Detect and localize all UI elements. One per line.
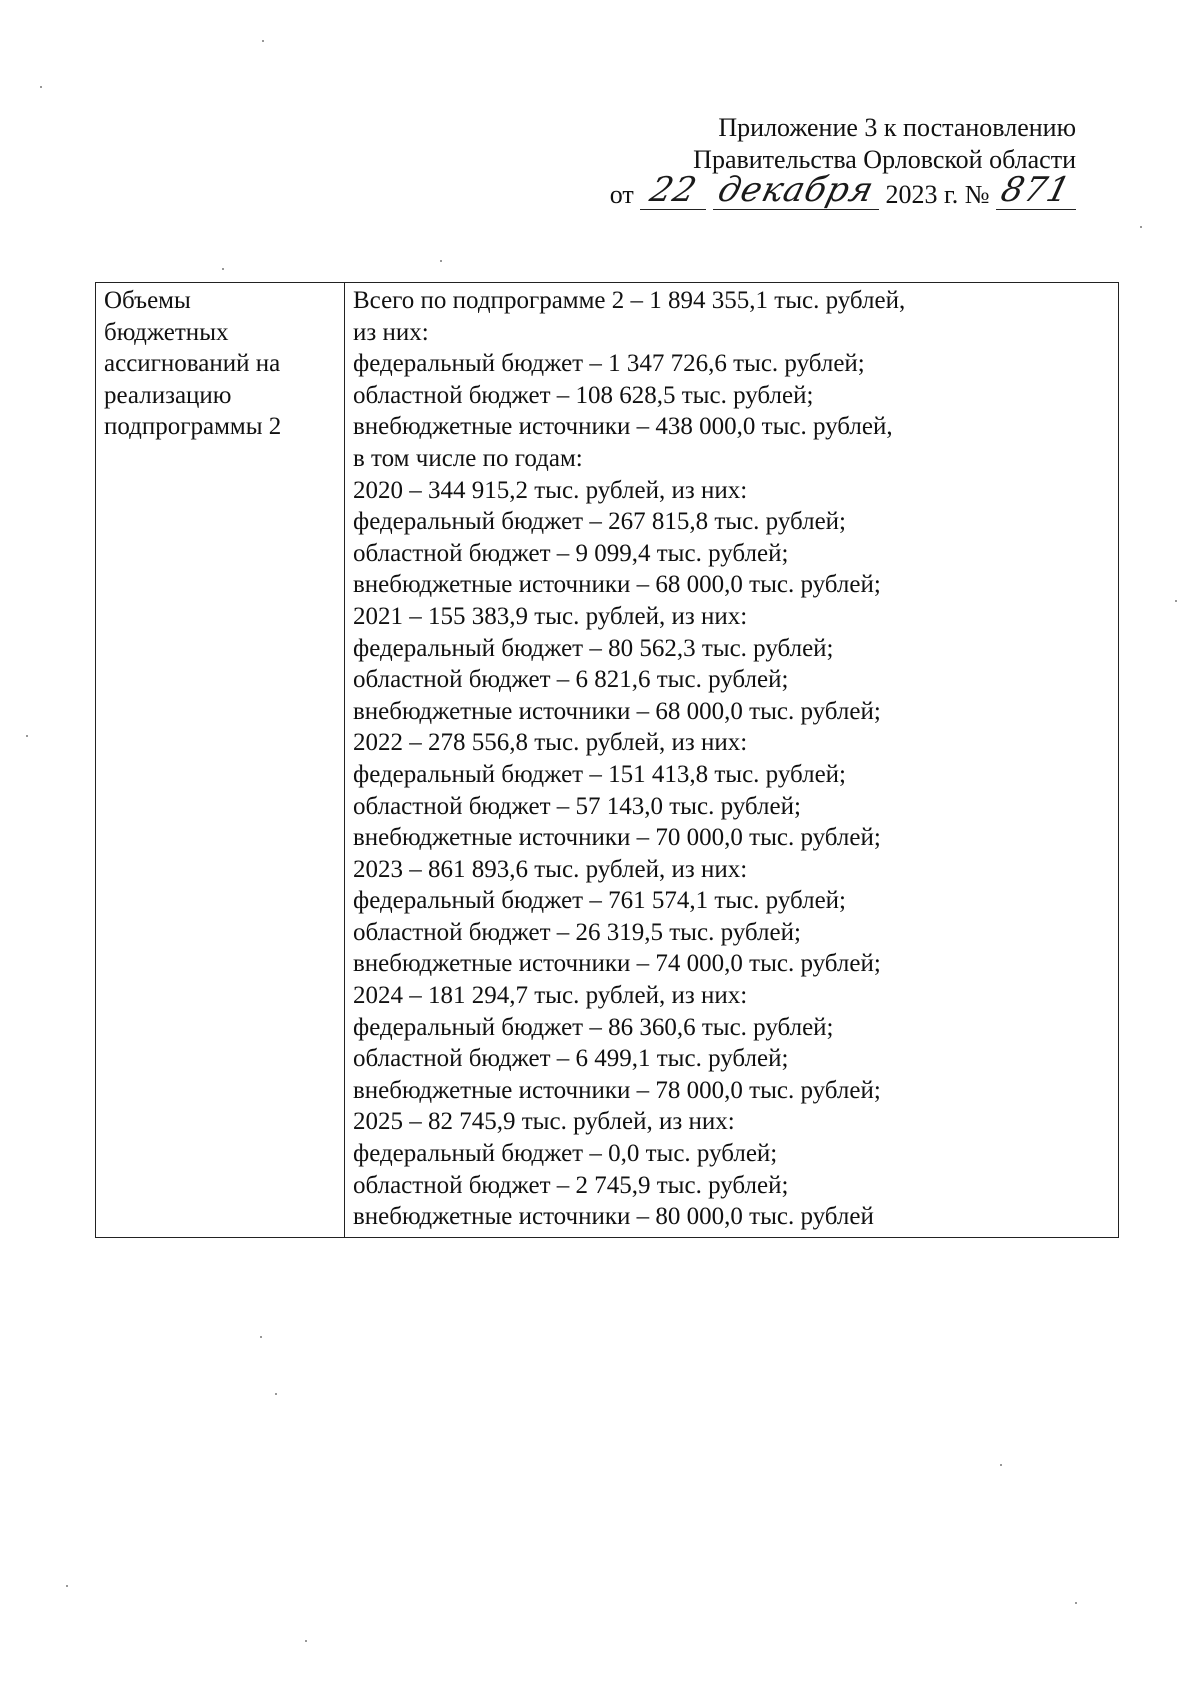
content-line: внебюджетные источники – 78 000,0 тыс. рублей;: [353, 1076, 881, 1104]
handwritten-number: 871: [997, 170, 1075, 210]
scan-speck: [222, 268, 224, 270]
content-line: областной бюджет – 57 143,0 тыс. рублей;: [353, 792, 801, 820]
content-line: областной бюджет – 6 499,1 тыс. рублей;: [353, 1045, 789, 1073]
content-line: областной бюджет – 6 821,6 тыс. рублей;: [353, 666, 789, 694]
label-text: [104, 285, 336, 443]
content-text: [353, 285, 1110, 1233]
content-cell: [345, 283, 1119, 1238]
content-line: федеральный бюджет – 151 413,8 тыс. рублей;: [353, 760, 846, 788]
scan-speck: [1140, 226, 1142, 228]
header-date-line: [609, 170, 1076, 212]
label-line: Объемы: [104, 287, 191, 314]
label-cell: [96, 283, 345, 1238]
content-line: областной бюджет – 26 319,5 тыс. рублей;: [353, 918, 801, 946]
handwritten-month: декабря: [713, 170, 879, 210]
content-line: федеральный бюджет – 86 360,6 тыс. рублей;: [353, 1013, 834, 1041]
scan-speck: [66, 1585, 68, 1587]
content-line: внебюджетные источники – 74 000,0 тыс. рублей;: [353, 950, 881, 978]
scan-speck: [1075, 1602, 1077, 1604]
content-line: федеральный бюджет – 0,0 тыс. рублей;: [353, 1140, 778, 1168]
scan-speck: [262, 40, 264, 42]
scan-speck: [305, 1640, 307, 1642]
scan-speck: [275, 1393, 277, 1395]
scan-speck: [1000, 1464, 1002, 1466]
content-line: внебюджетные источники – 70 000,0 тыс. рублей;: [353, 824, 881, 852]
table-row: [96, 283, 1119, 1238]
content-line: федеральный бюджет – 761 574,1 тыс. рублей;: [353, 887, 846, 915]
content-line: 2025 – 82 745,9 тыс. рублей, из них:: [353, 1108, 735, 1136]
content-line: 2023 – 861 893,6 тыс. рублей, из них:: [353, 855, 748, 883]
content-line: внебюджетные источники – 68 000,0 тыс. рублей;: [353, 697, 881, 725]
label-line: реализацию: [104, 381, 232, 409]
content-line: внебюджетные источники – 80 000,0 тыс. рублей: [353, 1203, 874, 1231]
content-line: внебюджетные источники – 68 000,0 тыс. рублей;: [353, 571, 881, 599]
year-number-label: 2023 г. №: [885, 180, 990, 209]
decree-number-field: [996, 170, 1076, 210]
content-line: областной бюджет – 9 099,4 тыс. рублей;: [353, 539, 789, 567]
from-label: от: [609, 180, 634, 209]
content-line: областной бюджет – 108 628,5 тыс. рублей;: [353, 381, 814, 409]
label-line: бюджетных: [104, 318, 229, 346]
content-line: федеральный бюджет – 1 347 726,6 тыс. рублей;: [353, 350, 865, 378]
header-line-1: Приложение 3 к постановлению: [718, 113, 1076, 142]
content-line: областной бюджет – 2 745,9 тыс. рублей;: [353, 1171, 789, 1199]
content-line: федеральный бюджет – 267 815,8 тыс. рублей;: [353, 508, 846, 536]
scan-speck: [1175, 600, 1177, 602]
date-month-field: [713, 170, 879, 210]
label-line: подпрограммы 2: [104, 413, 282, 441]
content-line: 2022 – 278 556,8 тыс. рублей, из них:: [353, 729, 748, 757]
scan-speck: [260, 1336, 262, 1338]
budget-table: [95, 282, 1119, 1238]
scan-speck: [40, 86, 42, 88]
content-line: федеральный бюджет – 80 562,3 тыс. рублей;: [353, 634, 834, 662]
header-line-2: Правительства Орловской области: [693, 145, 1076, 174]
handwritten-day: 22: [645, 170, 701, 210]
label-line: ассигнований на: [104, 350, 281, 378]
content-line: в том числе по годам:: [353, 444, 583, 472]
scan-speck: [440, 260, 442, 262]
date-day-field: [640, 170, 706, 210]
scan-speck: [26, 735, 28, 737]
content-line: внебюджетные источники – 438 000,0 тыс. рублей,: [353, 413, 893, 441]
content-line: 2020 – 344 915,2 тыс. рублей, из них:: [353, 476, 748, 504]
content-line: Всего по подпрограмме 2 – 1 894 355,1 тыс. рублей,: [353, 287, 906, 314]
content-line: 2024 – 181 294,7 тыс. рублей, из них:: [353, 982, 748, 1010]
content-line: из них:: [353, 318, 429, 346]
appendix-header: [610, 112, 1076, 212]
content-line: 2021 – 155 383,9 тыс. рублей, из них:: [353, 602, 748, 630]
